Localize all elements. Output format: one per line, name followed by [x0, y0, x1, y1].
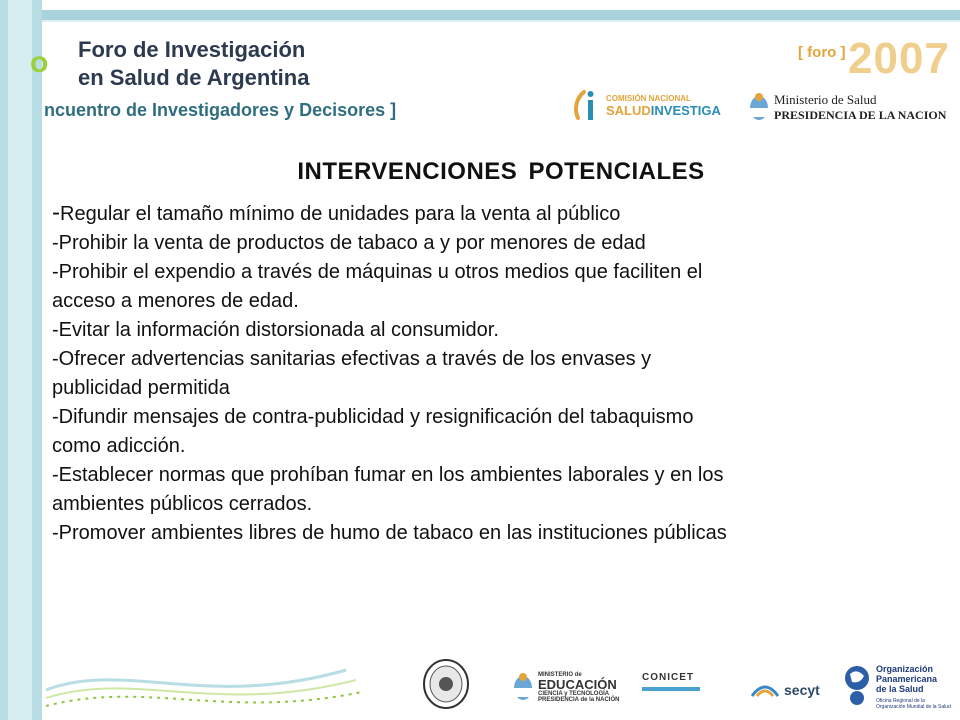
coat-of-arms-icon — [512, 672, 534, 702]
secyt-sun-icon — [750, 676, 780, 698]
coat-of-arms-icon — [748, 92, 770, 122]
list-item-text: Regular el tamaño mínimo de unidades para la venta al público — [60, 203, 621, 225]
list-item — [52, 198, 958, 229]
first-dash: - — [52, 199, 60, 226]
globe-icon — [842, 664, 872, 706]
comision-big-text-b: INVESTIGA — [650, 103, 721, 118]
ops-line1: Organización — [876, 664, 934, 674]
ops-line3: de la Salud — [876, 684, 924, 694]
ministerio-line1: Ministerio de Salud — [774, 91, 877, 107]
foro-year: 2007 — [848, 34, 950, 83]
conicet-text: CONICET — [642, 672, 694, 683]
educacion-small-top: MINISTERIO de — [538, 671, 582, 678]
ministerio-educacion-logo — [512, 662, 619, 712]
list-item: ambientes públicos cerrados. — [52, 493, 313, 515]
ops-logo — [842, 664, 951, 710]
list-item: -Establecer normas que prohíban fumar en los ambientes laborales y en los — [52, 464, 724, 486]
list-item: -Prohibir la venta de productos de tabaco a y por menores de edad — [52, 232, 646, 254]
list-item: acceso a menores de edad. — [52, 290, 299, 312]
list-item: como adicción. — [52, 435, 186, 457]
comision-small-text: COMISIÓN NACIONAL — [606, 94, 691, 103]
foro-tag: [ foro ] — [798, 44, 846, 61]
header-subtitle: ncuentro de Investigadores y Decisores ] — [44, 100, 397, 120]
list-item: -Evitar la información distorsionada al consumidor. — [52, 319, 499, 341]
list-item: -Prohibir el expendio a través de máquinas u otros medios que faciliten el — [52, 261, 703, 283]
ops-line2: Panamericana — [876, 674, 938, 684]
educacion-big: EDUCACIÓN — [538, 676, 617, 692]
list-item: publicidad permitida — [52, 377, 230, 399]
list-item: -Ofrecer advertencias sanitarias efectivas a través de los envases y — [52, 348, 652, 370]
ministerio-salud-logo — [748, 90, 946, 124]
header-title-line1: Foro de Investigación — [78, 37, 306, 62]
ministerio-line2: PRESIDENCIA DE LA NACION — [774, 107, 947, 122]
conicet-logo — [642, 672, 700, 691]
slide-title: INTERVENCIONES POTENCIALES — [297, 158, 705, 185]
top-decorative-line-thin — [42, 20, 960, 22]
left-decorative-bar — [0, 0, 42, 720]
salud-investiga-icon — [572, 88, 602, 124]
header-title-line2: en Salud de Argentina — [78, 65, 310, 90]
conicet-bar — [642, 687, 700, 691]
header-logo-fragment: o — [30, 46, 49, 79]
header-title — [78, 36, 309, 92]
list-item: -Promover ambientes libres de humo de tabaco en las instituciones públicas — [52, 522, 727, 544]
secyt-text: secyt — [784, 682, 820, 698]
footer-logos — [420, 650, 960, 720]
educacion-small-mid: CIENCIA y TECNOLOGÍA — [538, 690, 610, 697]
list-item: -Difundir mensajes de contra-publicidad y resignificación del tabaquismo — [52, 406, 694, 428]
top-decorative-line — [42, 10, 960, 20]
university-seal-icon — [422, 658, 470, 710]
secyt-logo — [750, 676, 820, 698]
comision-big-text-a: SALUD — [606, 103, 651, 118]
comision-salud-investiga-logo — [572, 86, 721, 126]
educacion-small-bottom: PRESIDENCIA de la NACIÓN — [538, 696, 620, 703]
ops-sub1: Oficina Regional de la — [876, 698, 925, 704]
footer-swirl-decoration — [46, 640, 366, 720]
interventions-list — [52, 198, 958, 548]
left-decorative-bar-inner — [8, 0, 32, 720]
ops-sub2: Organización Mundial de la Salud — [876, 704, 951, 710]
